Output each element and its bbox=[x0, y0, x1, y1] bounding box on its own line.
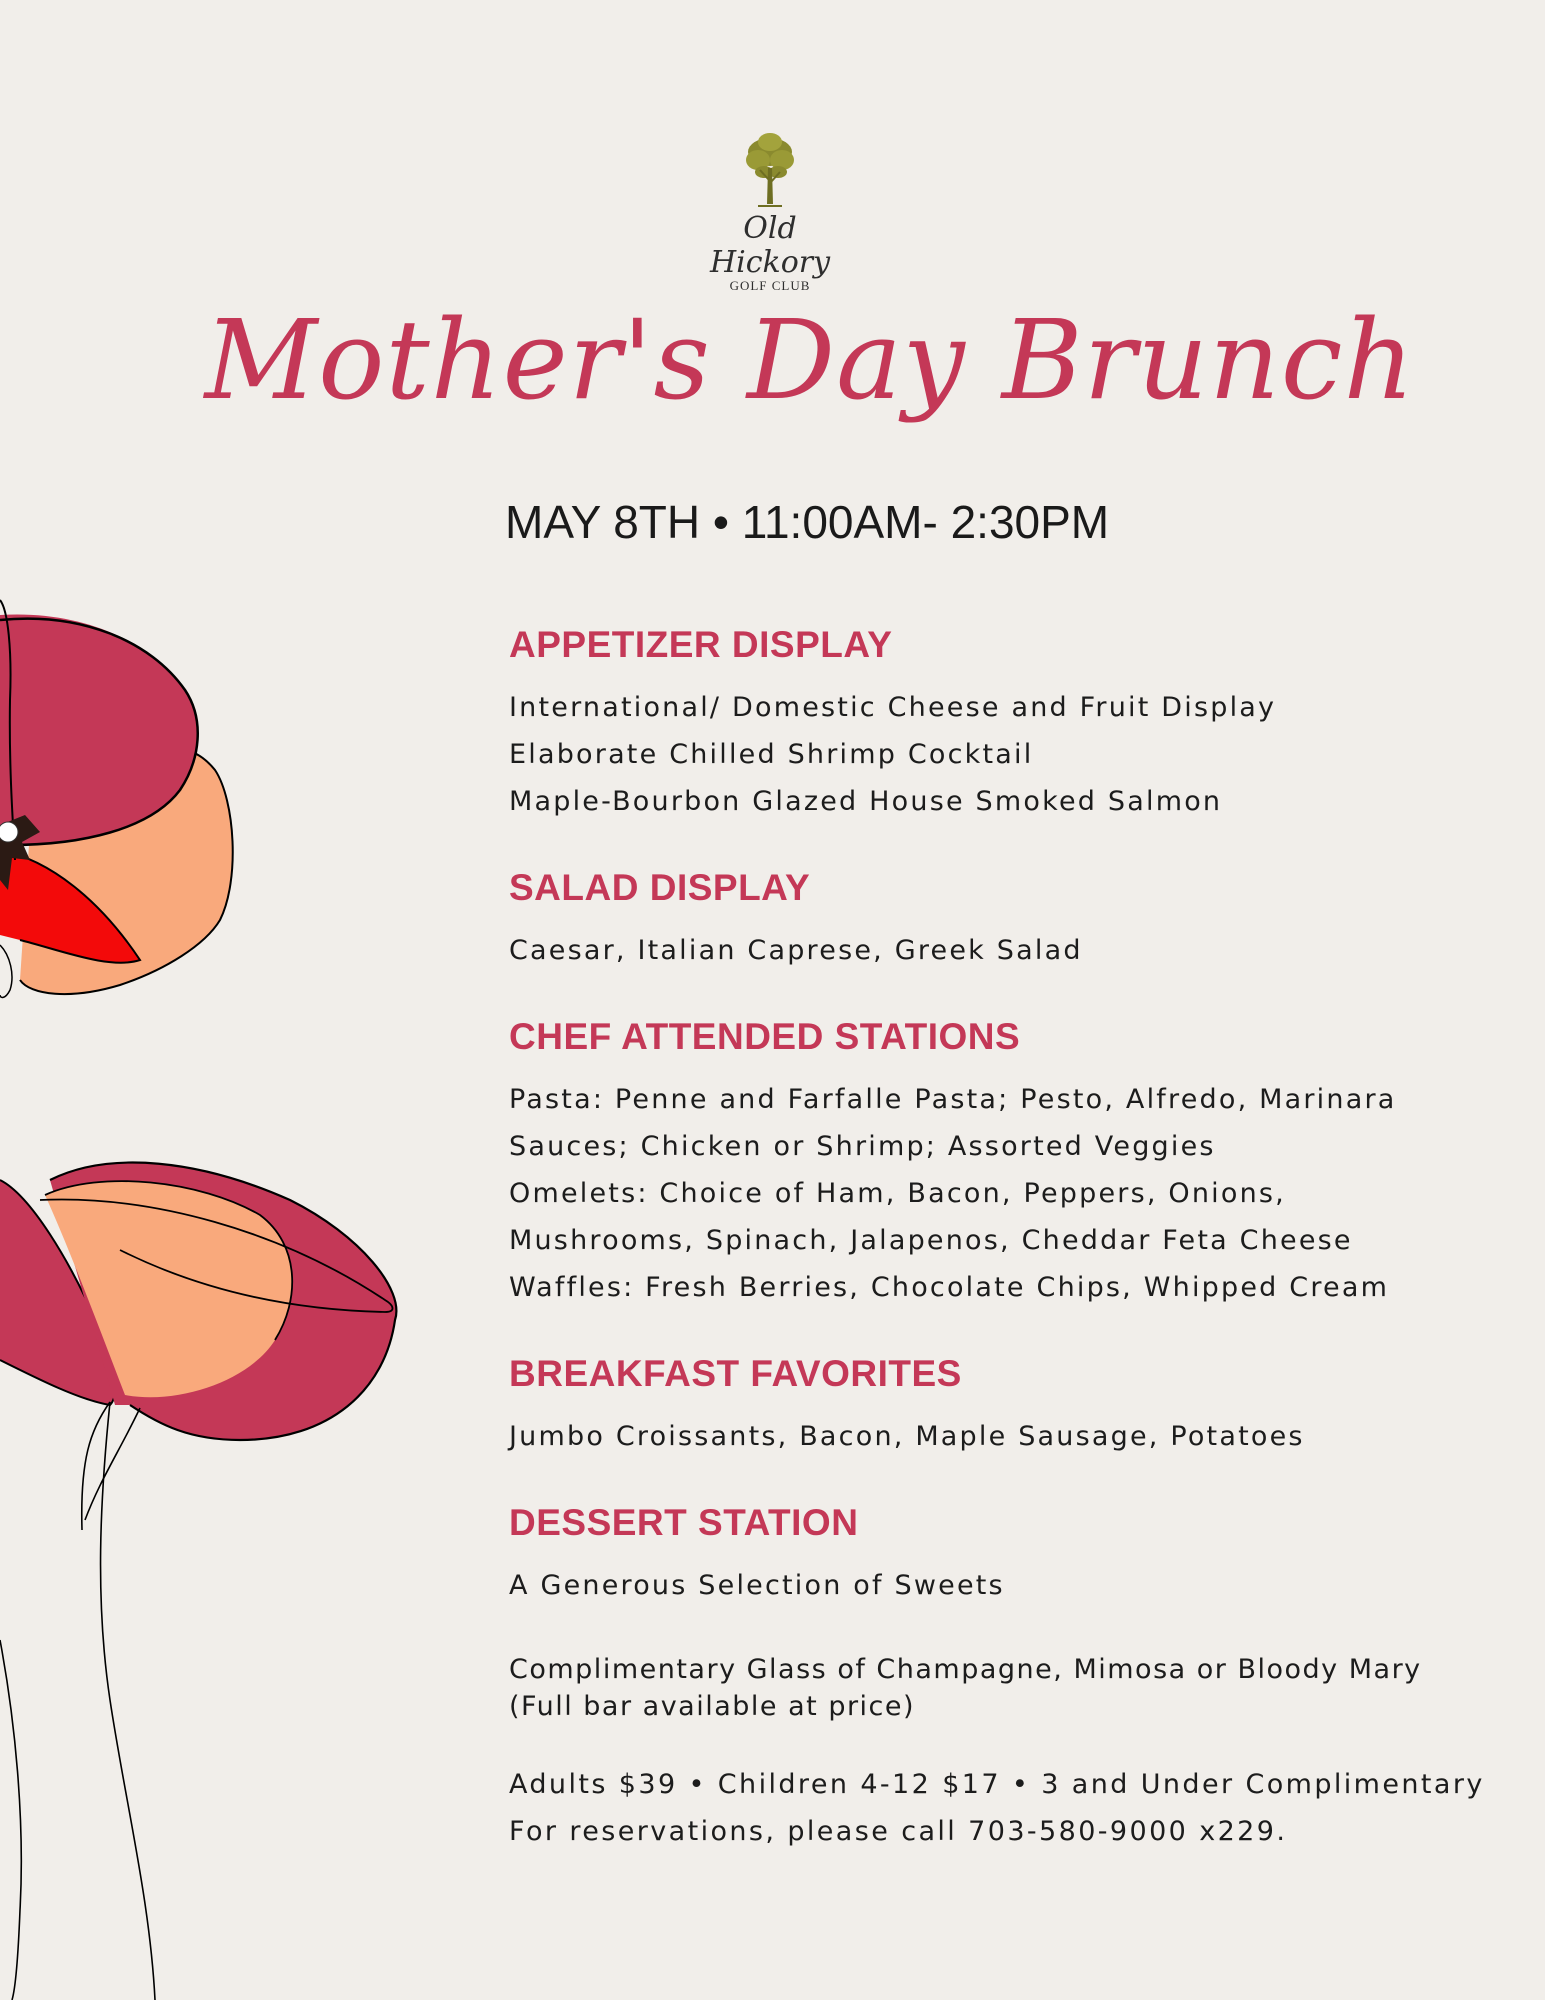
menu-section-breakfast bbox=[509, 1349, 1509, 1460]
menu-item: Waffles: Fresh Berries, Chocolate Chips, Whipped Cream bbox=[509, 1272, 1390, 1303]
club-logo bbox=[680, 130, 860, 294]
event-date-time: MAY 8TH • 11:00AM- 2:30PM bbox=[505, 496, 1110, 548]
complimentary-line: (Full bar available at price) bbox=[509, 1691, 916, 1722]
complimentary-note bbox=[509, 1651, 1509, 1725]
page-title: Mother's Day Brunch bbox=[204, 296, 1416, 424]
lower-flower bbox=[0, 1163, 396, 2000]
upper-flower bbox=[0, 600, 244, 997]
menu-item: Elaborate Chilled Shrimp Cocktail bbox=[509, 739, 1034, 770]
pricing-line: Adults $39 • Children 4-12 $17 • 3 and Under Complimentary bbox=[509, 1769, 1485, 1800]
menu bbox=[509, 620, 1509, 1855]
menu-section-chef-stations bbox=[509, 1012, 1509, 1311]
tree-icon bbox=[740, 130, 800, 210]
menu-item: Omelets: Choice of Ham, Bacon, Peppers, Onions, bbox=[509, 1178, 1286, 1209]
menu-item: Sauces; Chicken or Shrimp; Assorted Veggies bbox=[509, 1131, 1216, 1162]
menu-item: Pasta: Penne and Farfalle Pasta; Pesto, Alfredo, Marinara bbox=[509, 1084, 1397, 1115]
reservation-line: For reservations, please call 703-580-9000 x229. bbox=[509, 1816, 1288, 1847]
menu-item: A Generous Selection of Sweets bbox=[509, 1570, 1005, 1601]
menu-section-appetizer bbox=[509, 620, 1509, 825]
menu-item: Caesar, Italian Caprese, Greek Salad bbox=[509, 935, 1083, 966]
menu-item: Jumbo Croissants, Bacon, Maple Sausage, Potatoes bbox=[509, 1421, 1305, 1452]
menu-item: Maple-Bourbon Glazed House Smoked Salmon bbox=[509, 786, 1223, 817]
pricing-info bbox=[509, 1761, 1509, 1855]
menu-section-salad bbox=[509, 863, 1509, 974]
section-title: DESSERT STATION bbox=[509, 1502, 859, 1543]
menu-section-dessert bbox=[509, 1498, 1509, 1609]
section-title: BREAKFAST FAVORITES bbox=[509, 1353, 962, 1394]
section-title: CHEF ATTENDED STATIONS bbox=[509, 1016, 1021, 1057]
menu-item: Mushrooms, Spinach, Jalapenos, Cheddar Feta Cheese bbox=[509, 1225, 1353, 1256]
section-title: APPETIZER DISPLAY bbox=[509, 624, 893, 665]
logo-name: Old Hickory bbox=[709, 211, 831, 280]
menu-item: International/ Domestic Cheese and Fruit Display bbox=[509, 692, 1277, 723]
complimentary-line: Complimentary Glass of Champagne, Mimosa or Bloody Mary bbox=[509, 1654, 1422, 1685]
logo-subtitle: GOLF CLUB bbox=[729, 278, 811, 293]
section-title: SALAD DISPLAY bbox=[509, 867, 811, 908]
